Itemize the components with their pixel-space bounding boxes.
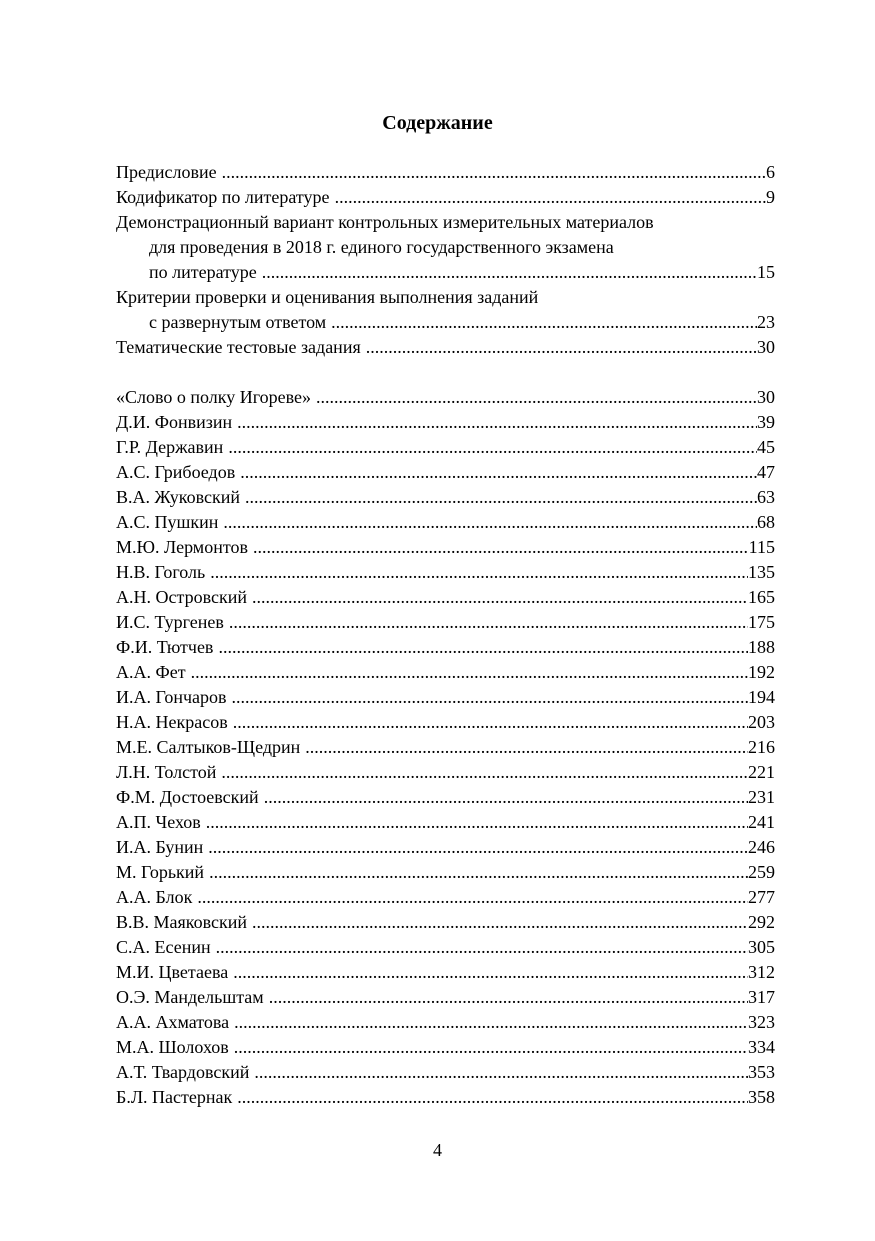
dot-leader [254, 1060, 748, 1085]
toc-entry-page: 317 [748, 987, 775, 1007]
toc-entry-page: 259 [748, 862, 775, 882]
toc-entry-title: И.А. Гончаров [116, 687, 227, 707]
toc-entry-page: 312 [748, 962, 775, 982]
toc-entry-page: 39 [757, 412, 775, 432]
toc-entry-page: 221 [748, 762, 775, 782]
dot-leader [234, 1010, 748, 1035]
dot-leader [229, 610, 748, 635]
toc-entry-title: М.Е. Салтыков-Щедрин [116, 737, 301, 757]
toc-entry-page: 45 [757, 437, 775, 457]
toc-entry [116, 560, 775, 585]
dot-leader [252, 910, 748, 935]
toc-entry-title: С.А. Есенин [116, 937, 211, 957]
toc-entry-title: А.П. Чехов [116, 812, 201, 832]
toc-entry [116, 385, 775, 410]
toc-entry [116, 260, 775, 285]
toc-entry-title: А.А. Фет [116, 662, 186, 682]
toc-entry-title: для проведения в 2018 г. единого государственного экзамена [149, 237, 614, 257]
toc-entry-page: 68 [757, 512, 775, 532]
toc-entry-page: 23 [757, 312, 775, 332]
toc-entry-page: 115 [748, 537, 775, 557]
dot-leader [237, 1085, 748, 1110]
dot-leader [209, 860, 748, 885]
toc-entry [116, 460, 775, 485]
toc-entry-continued-line [116, 210, 775, 235]
dot-leader [223, 510, 757, 535]
toc-entry-page: 323 [748, 1012, 775, 1032]
toc-entry-title: Г.Р. Державин [116, 437, 224, 457]
dot-leader [221, 760, 748, 785]
dot-leader [305, 735, 748, 760]
toc-entry [116, 910, 775, 935]
toc-entry-page: 165 [748, 587, 775, 607]
toc-entry [116, 610, 775, 635]
toc-entry-page: 175 [748, 612, 775, 632]
toc-entry-page: 6 [766, 162, 775, 182]
toc-entry-page: 231 [748, 787, 775, 807]
toc-entry-title: М. Горький [116, 862, 205, 882]
toc-entry-page: 30 [757, 387, 775, 407]
toc-entry-title: Кодификатор по литературе [116, 187, 330, 207]
dot-leader [316, 385, 757, 410]
dot-leader [253, 535, 749, 560]
toc-entry-title: И.А. Бунин [116, 837, 204, 857]
toc-entry-page: 216 [748, 737, 775, 757]
dot-leader [234, 1035, 748, 1060]
toc-entry-title: Л.Н. Толстой [116, 762, 217, 782]
toc-entry-page: 9 [766, 187, 775, 207]
table-of-contents [116, 160, 775, 1110]
toc-entry-page: 47 [757, 462, 775, 482]
toc-entry [116, 710, 775, 735]
toc-entry-page: 353 [748, 1062, 775, 1082]
toc-entry [116, 1010, 775, 1035]
toc-entry [116, 985, 775, 1010]
page-number: 4 [433, 1140, 442, 1160]
toc-entry [116, 435, 775, 460]
dot-leader [331, 310, 757, 335]
toc-entry-title: М.И. Цветаева [116, 962, 229, 982]
dot-leader [210, 560, 748, 585]
dot-leader [240, 460, 757, 485]
toc-entry [116, 835, 775, 860]
toc-entry [116, 485, 775, 510]
toc-entry [116, 1060, 775, 1085]
toc-entry-title: В.А. Жуковский [116, 487, 240, 507]
dot-leader [366, 335, 757, 360]
toc-entry-page: 135 [748, 562, 775, 582]
toc-entry [116, 1035, 775, 1060]
toc-entry-page: 277 [748, 887, 775, 907]
toc-entry [116, 660, 775, 685]
dot-leader [233, 960, 748, 985]
dot-leader [269, 985, 748, 1010]
toc-entry-title: Б.Л. Пастернак [116, 1087, 233, 1107]
toc-entry [116, 885, 775, 910]
dot-leader [232, 685, 749, 710]
toc-entry [116, 410, 775, 435]
toc-entry-title: М.Ю. Лермонтов [116, 537, 248, 557]
dot-leader [245, 485, 757, 510]
toc-entry [116, 785, 775, 810]
toc-entry [116, 735, 775, 760]
toc-entry-title: Ф.М. Достоевский [116, 787, 259, 807]
toc-entry-title: И.С. Тургенев [116, 612, 224, 632]
toc-entry-page: 15 [757, 262, 775, 282]
toc-entry-page: 63 [757, 487, 775, 507]
toc-entry-title: с развернутым ответом [149, 312, 327, 332]
toc-entry-title: по литературе [149, 262, 257, 282]
toc-entry-title: Тематические тестовые задания [116, 337, 361, 357]
toc-entry-page: 194 [748, 687, 775, 707]
dot-leader [228, 435, 757, 460]
toc-entry-page: 305 [748, 937, 775, 957]
toc-entry-page: 192 [748, 662, 775, 682]
toc-entry [116, 860, 775, 885]
toc-entry-continued-line [116, 285, 775, 310]
toc-entry [116, 160, 775, 185]
dot-leader [222, 160, 766, 185]
toc-entry [116, 335, 775, 360]
toc-entry [116, 185, 775, 210]
toc-entry [116, 760, 775, 785]
toc-entry-title: Ф.И. Тютчев [116, 637, 214, 657]
dot-leader [208, 835, 748, 860]
toc-entry-title: А.С. Грибоедов [116, 462, 236, 482]
toc-entry-title: М.А. Шолохов [116, 1037, 229, 1057]
toc-entry [116, 685, 775, 710]
dot-leader [218, 635, 748, 660]
toc-entry-continued-line [116, 235, 775, 260]
toc-entry-title: А.Т. Твардовский [116, 1062, 250, 1082]
toc-entry-page: 292 [748, 912, 775, 932]
toc-entry-page: 241 [748, 812, 775, 832]
dot-leader [335, 185, 766, 210]
toc-entry-title: А.Н. Островский [116, 587, 247, 607]
toc-entry [116, 635, 775, 660]
toc-entry [116, 960, 775, 985]
toc-entry [116, 310, 775, 335]
toc-entry-title: «Слово о полку Игореве» [116, 387, 312, 407]
toc-entry-title: Демонстрационный вариант контрольных измерительных материалов [116, 212, 654, 232]
dot-leader [197, 885, 748, 910]
toc-entry-page: 246 [748, 837, 775, 857]
toc-entry-title: Предисловие [116, 162, 217, 182]
dot-leader [233, 710, 748, 735]
toc-entry [116, 585, 775, 610]
dot-leader [252, 585, 748, 610]
dot-leader [206, 810, 748, 835]
toc-entry-title: Д.И. Фонвизин [116, 412, 233, 432]
toc-entry-page: 334 [748, 1037, 775, 1057]
dot-leader [191, 660, 748, 685]
toc-entry-page: 30 [757, 337, 775, 357]
toc-entry-page: 203 [748, 712, 775, 732]
page-title: Содержание [382, 112, 493, 134]
toc-entry-title: А.С. Пушкин [116, 512, 219, 532]
toc-entry-page: 358 [748, 1087, 775, 1107]
dot-leader [237, 410, 757, 435]
toc-entry [116, 935, 775, 960]
toc-entry [116, 1085, 775, 1110]
toc-entry-title: Н.А. Некрасов [116, 712, 228, 732]
toc-entry-title: А.А. Ахматова [116, 1012, 230, 1032]
toc-entry [116, 510, 775, 535]
dot-leader [264, 785, 748, 810]
toc-entry [116, 535, 775, 560]
dot-leader [216, 935, 748, 960]
toc-entry-page: 188 [748, 637, 775, 657]
toc-entry-title: О.Э. Мандельштам [116, 987, 264, 1007]
dot-leader [262, 260, 757, 285]
toc-entry-title: А.А. Блок [116, 887, 193, 907]
toc-entry-title: Критерии проверки и оценивания выполнения заданий [116, 287, 539, 307]
toc-entry-title: Н.В. Гоголь [116, 562, 206, 582]
toc-entry-title: В.В. Маяковский [116, 912, 248, 932]
toc-entry [116, 810, 775, 835]
